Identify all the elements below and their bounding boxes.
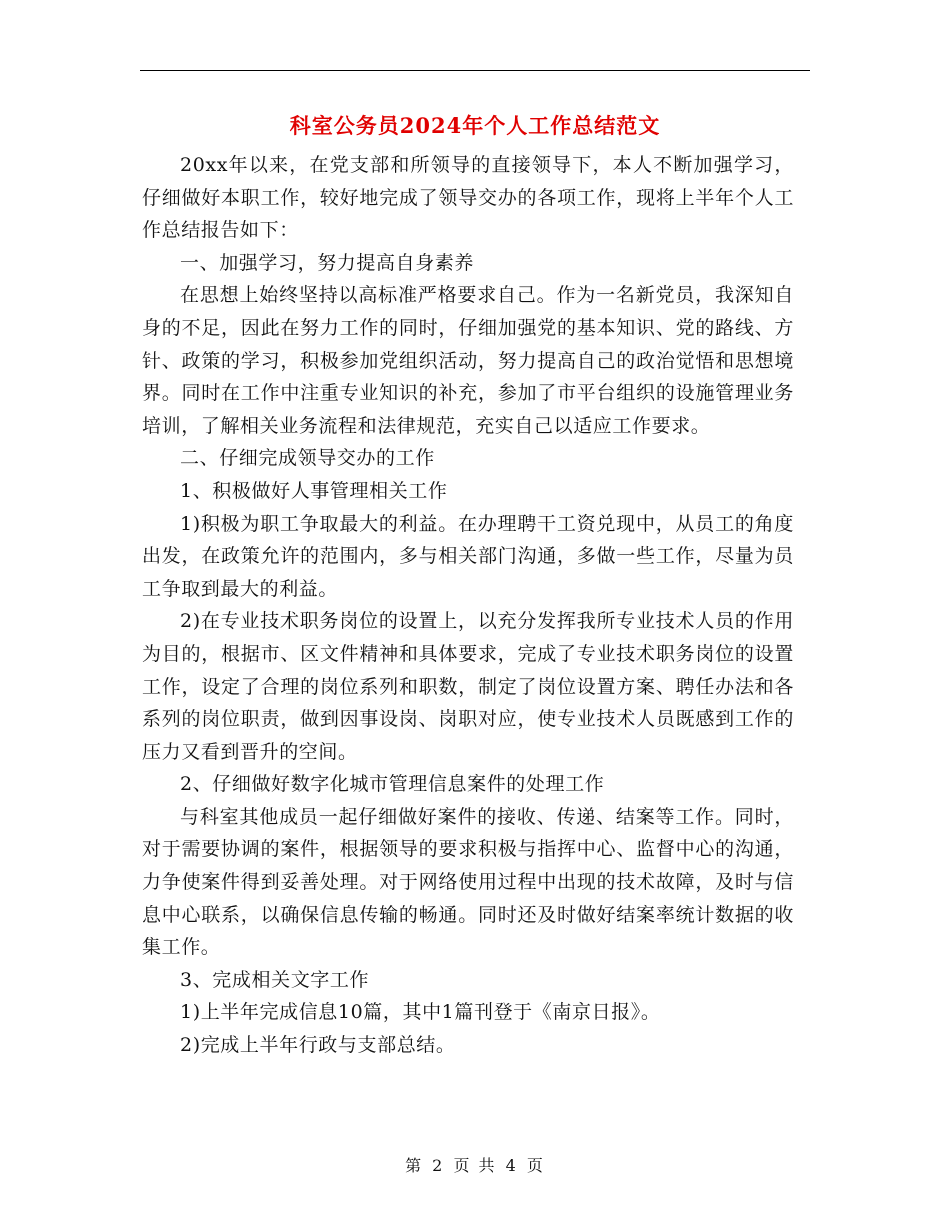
paragraph: 在思想上始终坚持以高标准严格要求自己。作为一名新党员，我深知自身的不足，因此在努力工作的同时，仔细加强党的基本知识、党的路线、方针、政策的学习，积极参加党组织活动，努力提高自己的政治觉悟和思想境界。同时在工作中注重专业知识的补充，参加了市平台组织的设施管理业务培训，了解相关业务流程和法律规范，充实自己以适应工作要求。 xyxy=(142,284,794,437)
document-title: 科室公务员2024年个人工作总结范文 xyxy=(289,113,661,138)
page-footer xyxy=(0,1153,950,1176)
page-number: 2 xyxy=(432,1156,445,1175)
section-heading-2: 二、仔细完成领导交办的工作 xyxy=(180,447,435,470)
subsection-heading-1: 1、积极做好人事管理相关工作 xyxy=(180,479,448,502)
subsection-heading-2: 2、仔细做好数字化城市管理信息案件的处理工作 xyxy=(180,773,605,796)
total-pages: 4 xyxy=(505,1156,518,1175)
document-body xyxy=(142,149,794,1062)
subsection-heading-3: 3、完成相关文字工作 xyxy=(180,968,370,991)
section-heading-1: 一、加强学习，努力提高自身素养 xyxy=(180,251,475,274)
paragraph: 1)积极为职工争取最大的利益。在办理聘干工资兑现中，从员工的角度出发，在政策允许的范围内，多与相关部门沟通，多做一些工作，尽量为员工争取到最大的利益。 xyxy=(142,512,794,600)
footer-suffix: 页 xyxy=(526,1156,545,1175)
paragraph: 与科室其他成员一起仔细做好案件的接收、传递、结案等工作。同时，对于需要协调的案件，根据领导的要求积极与指挥中心、监督中心的沟通，力争使案件得到妥善处理。对于网络使用过程中出现的技术故障，及时与信息中心联系，以确保信息传输的畅通。同时还及时做好结案率统计数据的收集工作。 xyxy=(142,805,794,959)
paragraph: 1)上半年完成信息10篇，其中1篇刊登于《南京日报》。 xyxy=(180,1001,661,1024)
header-rule xyxy=(140,70,810,71)
paragraph: 2)完成上半年行政与支部总结。 xyxy=(180,1034,456,1057)
footer-prefix: 第 xyxy=(405,1156,424,1175)
footer-middle: 页 共 xyxy=(453,1156,497,1175)
paragraph: 2)在专业技术职务岗位的设置上，以充分发挥我所专业技术人员的作用为目的，根据市、区文件精神和具体要求，完成了专业技术职务岗位的设置工作，设定了合理的岗位系列和职数，制定了岗位设置方案、聘任办法和各系列的岗位职责，做到因事设岗、岗职对应，使专业技术人员既感到工作的压力又看到晋升的空间。 xyxy=(142,610,794,763)
intro-paragraph: 20xx年以来，在党支部和所领导的直接领导下，本人不断加强学习，仔细做好本职工作，较好地完成了领导交办的各项工作，现将上半年个人工作总结报告如下： xyxy=(142,154,794,242)
